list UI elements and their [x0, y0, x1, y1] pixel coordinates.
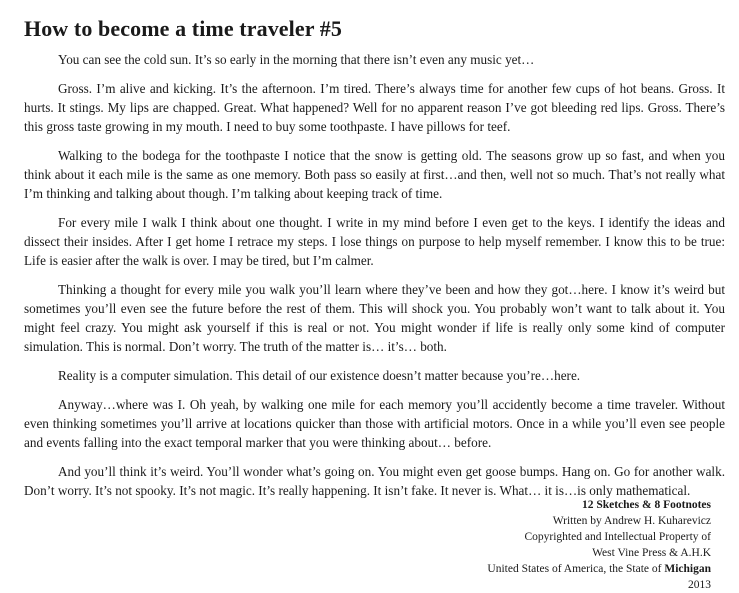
year: 2013 [688, 579, 711, 591]
paragraph-3: Walking to the bodega for the toothpaste I notice that the snow is getting old. The seasons grow up so fast, and when you think about it each mile is the same as one memory. Both pass so easily at first…and then, well not so much. That’s not really what I’m thinking and talking about though. I’m talking about keeping track of time. [24, 148, 725, 201]
paragraph-7: Anyway…where was I. Oh yeah, by walking one mile for each memory you’ll accidently become a time traveler. Without even thinking sometimes you’ll arrive at locations quicker than those with artificial motors. Once in a while you’ll even see people and events falling into the exact temporal marker that you were thinking about… before. [24, 397, 725, 450]
location-line [487, 561, 711, 577]
paragraph-8: And you’ll think it’s weird. You’ll wonder what’s going on. You might even get goose bumps. Hang on. Go for another walk. Don’t worry. It’s not spooky. It’s not magic. It’s really happening. It isn’t fake. It never is. What… it is…is only mathematical. [24, 464, 725, 498]
paragraph-2: Gross. I’m alive and kicking. It’s the afternoon. I’m tired. There’s always time for another few cups of hot beans. Gross. It hurts. It stings. My lips are chapped. Great. What happened? Well for no apparent reason I’ve got bleeding red lips. Gross. There’s this gross taste growing in my mouth. I need to buy some toothpaste. I have pillows for teef. [24, 81, 725, 134]
story-body [24, 50, 725, 500]
paragraph-1: You can see the cold sun. It’s so early in the morning that there isn’t even any music yet… [58, 52, 535, 67]
copyright-line: Copyrighted and Intellectual Property of [524, 531, 711, 543]
location-prefix: United States of America, the State of [487, 563, 662, 575]
paragraph-4: For every mile I walk I think about one thought. I write in my mind before I even get to the keys. I identify the ideas and dissect their insides. After I get home I retrace my steps. I lose things on purpose to help myself remember. I know this to be true: Life is easier after the walk is over. I may be tired, but I’m calmer. [24, 215, 725, 268]
colophon [487, 497, 711, 593]
paragraph-6: Reality is a computer simulation. This detail of our existence doesn’t matter because you’re…here. [58, 368, 581, 383]
location-state: Michigan [664, 563, 711, 575]
paragraph-5: Thinking a thought for every mile you walk you’ll learn where they’ve been and how they got…here. I know it’s weird but sometimes you’ll even see the future before the rest of them. This will shock you. You probably won’t want to talk about it. You might feel crazy. You might ask yourself if this is real or not. You might wonder if life is really only some kind of computer simulation. This is normal. Don’t worry. The truth of the matter is… it’s… both. [24, 282, 725, 354]
collection-title: 12 Sketches & 8 Footnotes [581, 499, 711, 511]
publisher-line: West Vine Press & A.H.K [592, 547, 711, 559]
author-line: Written by Andrew H. Kuharevicz [552, 515, 711, 527]
page-title: How to become a time traveler #5 [24, 16, 343, 41]
